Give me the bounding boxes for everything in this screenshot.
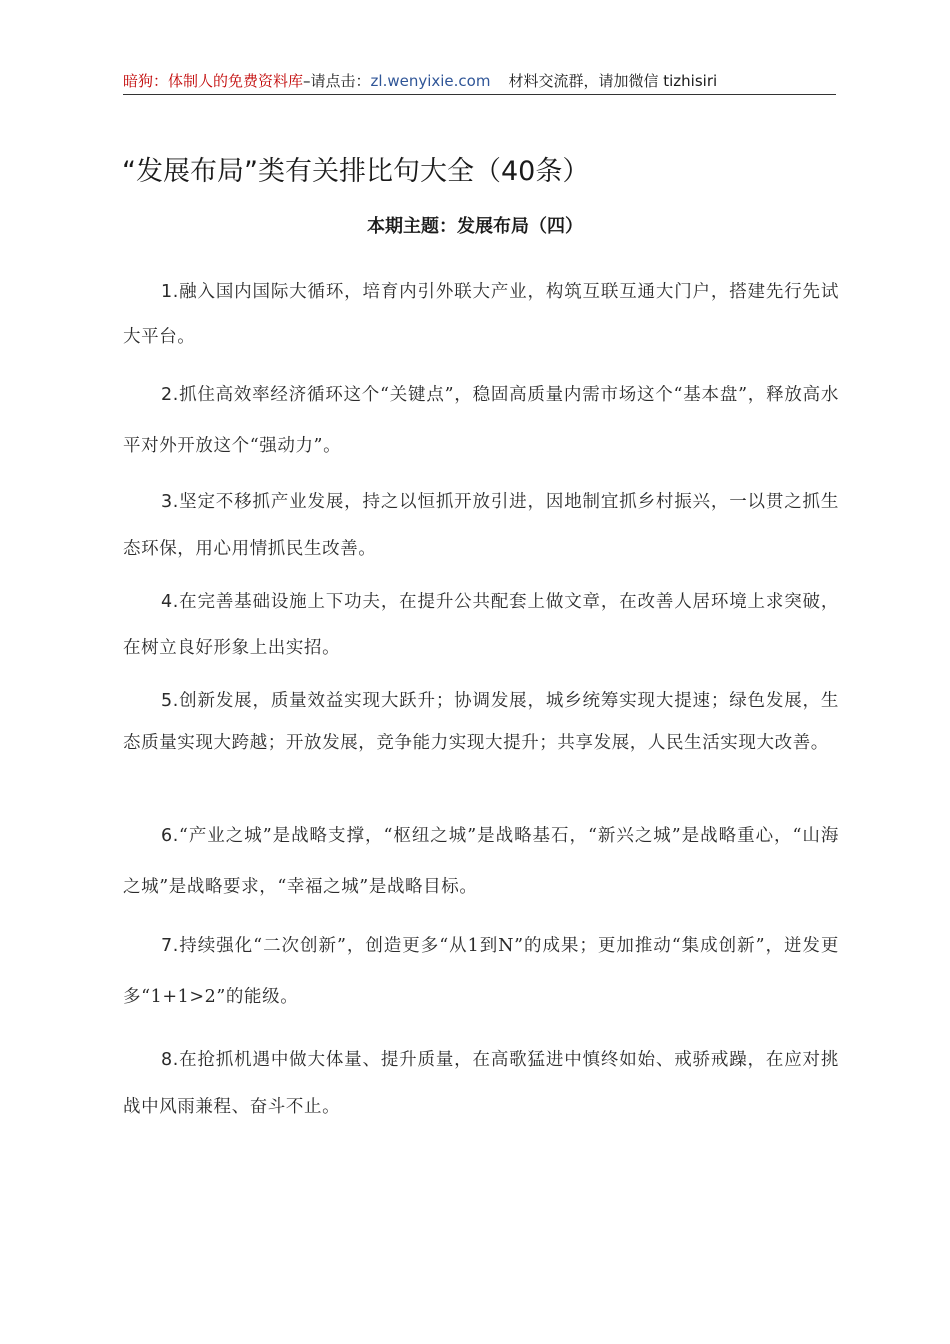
list-item — [123, 811, 839, 913]
list-item — [123, 579, 839, 671]
item-number: 1. — [161, 282, 179, 302]
click-prompt: –请点击： — [303, 72, 371, 90]
item-number: 8. — [161, 1050, 179, 1070]
list-item — [123, 921, 839, 1023]
item-number: 7. — [161, 936, 179, 956]
item-text: 抓住高效率经济循环这个“关键点”，稳固高质量内需市场这个“基本盘”，释放高水平对外开放这个“强动力”。 — [123, 385, 839, 456]
item-text: 在完善基础设施上下功夫，在提升公共配套上做文章，在改善人居环境上求突破，在树立良好形象上出实招。 — [123, 592, 839, 658]
site-link[interactable]: zl.wenyixie.com — [370, 72, 491, 90]
item-number: 3. — [161, 492, 179, 512]
page-subtitle: 本期主题：发展布局（四） — [367, 216, 583, 237]
contact-text: 材料交流群，请加微信 tizhisiri — [508, 72, 718, 90]
item-number: 2. — [161, 385, 179, 405]
item-text: 创新发展，质量效益实现大跃升；协调发展，城乡统筹实现大提速；绿色发展，生态质量实现大跨越；开放发展，竞争能力实现大提升；共享发展，人民生活实现大改善。 — [123, 691, 839, 753]
item-number: 6. — [161, 826, 179, 846]
item-text: 在抢抓机遇中做大体量、提升质量，在高歌猛进中慎终如始、戒骄戒躁，在应对挑战中风雨兼程、奋斗不止。 — [123, 1050, 839, 1117]
page-title: “发展布局”类有关排比句大全（40条） — [122, 156, 590, 187]
brand-text: 暗狗：体制人的免费资料库 — [123, 72, 304, 90]
item-number: 5. — [161, 691, 179, 711]
item-number: 4. — [161, 592, 179, 612]
item-text: “产业之城”是战略支撑，“枢纽之城”是战略基石，“新兴之城”是战略重心，“山海之城”是战略要求，“幸福之城”是战略目标。 — [123, 826, 839, 897]
item-text: 融入国内国际大循环，培育内引外联大产业，构筑互联互通大门户，搭建先行先试大平台。 — [123, 282, 839, 347]
item-text: 持续强化“二次创新”，创造更多“从1到N”的成果；更加推动“集成创新”，迸发更多“1+1>2”的能级。 — [123, 936, 839, 1007]
list-item — [123, 270, 839, 360]
list-item — [123, 1037, 839, 1131]
list-item — [123, 680, 839, 764]
list-item — [123, 479, 839, 573]
list-item — [123, 370, 839, 472]
item-text: 坚定不移抓产业发展，持之以恒抓开放引进，因地制宜抓乡村振兴，一以贯之抓生态环保，用心用情抓民生改善。 — [123, 492, 839, 559]
page-header — [123, 68, 836, 95]
